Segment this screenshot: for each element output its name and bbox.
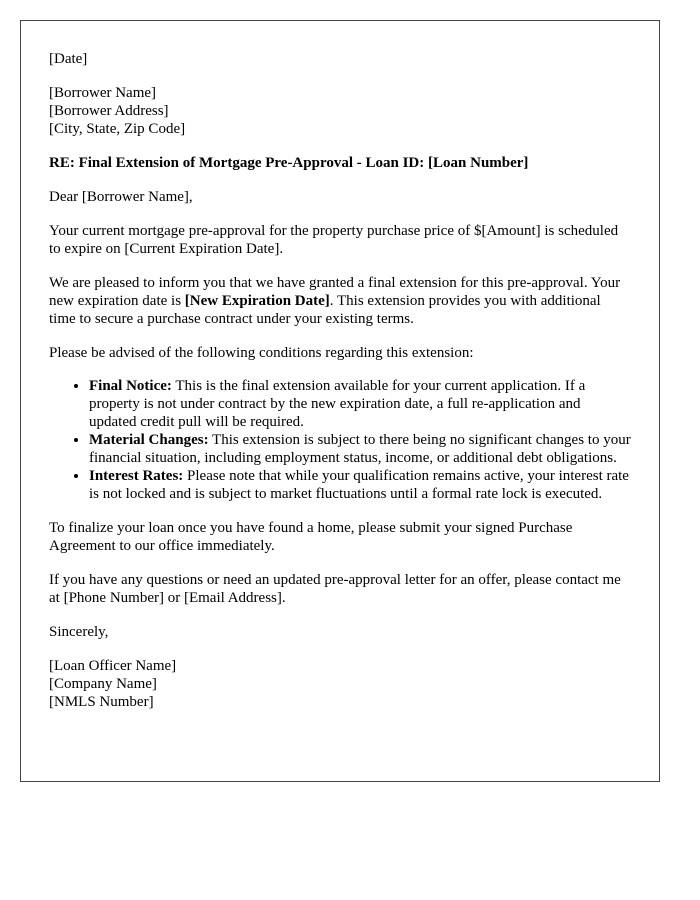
paragraph-contact-info: If you have any questions or need an updated pre-approval letter for an offer, please contact me at [Phone Number] or [Email Address]. — [49, 572, 621, 606]
condition-item-final-notice — [89, 377, 631, 431]
condition-text: This extension is subject to there being no significant changes to your financial situation, including employment status, income, or additional debt obligations. — [89, 432, 631, 466]
conditions-list — [49, 377, 631, 503]
condition-item-material-changes — [89, 431, 631, 467]
paragraph-extension-text-start: We are pleased to inform you that we have granted a final extension for this pre-approval. Your new expiration date is — [49, 275, 621, 309]
paragraph-extension-granted — [49, 274, 631, 328]
condition-item-interest-rates — [89, 467, 631, 503]
recipient-address-block — [49, 84, 631, 138]
signature-block — [49, 657, 631, 711]
company-name: [Company Name] — [49, 676, 157, 692]
loan-officer-name: [Loan Officer Name] — [49, 658, 177, 674]
signoff: Sincerely, — [49, 624, 109, 640]
borrower-address: [Borrower Address] — [49, 103, 169, 119]
letter-page — [20, 20, 660, 782]
paragraph-submit-agreement: To finalize your loan once you have found a home, please submit your signed Purchase Agreement to our office immediately. — [49, 520, 573, 554]
condition-text: Please note that while your qualification remains active, your interest rate is not locked and is subject to market fluctuations until a formal rate lock is executed. — [89, 468, 629, 502]
salutation: Dear [Borrower Name], — [49, 189, 193, 205]
date-line: [Date] — [49, 51, 88, 67]
condition-text: This is the final extension available for your current application. If a property is not under contract by the new expiration date, a full re-application and updated credit pull will be required. — [89, 378, 586, 430]
paragraph-expiration-notice: Your current mortgage pre-approval for the property purchase price of $[Amount] is scheduled to expire on [Current Expiration Date]. — [49, 223, 619, 257]
condition-title: Material Changes: — [89, 432, 209, 448]
new-expiration-date: [New Expiration Date] — [184, 293, 330, 309]
paragraph-conditions-intro: Please be advised of the following conditions regarding this extension: — [49, 345, 474, 361]
condition-title: Final Notice: — [89, 378, 172, 394]
borrower-name: [Borrower Name] — [49, 85, 157, 101]
paragraph-extension-text-end: . This extension provides you with additional time to secure a purchase contract under your existing terms. — [49, 293, 601, 327]
borrower-city-state-zip: [City, State, Zip Code] — [49, 121, 186, 137]
condition-title: Interest Rates: — [89, 468, 184, 484]
subject-line: RE: Final Extension of Mortgage Pre-Approval - Loan ID: [Loan Number] — [49, 155, 529, 171]
nmls-number: [NMLS Number] — [49, 694, 154, 710]
